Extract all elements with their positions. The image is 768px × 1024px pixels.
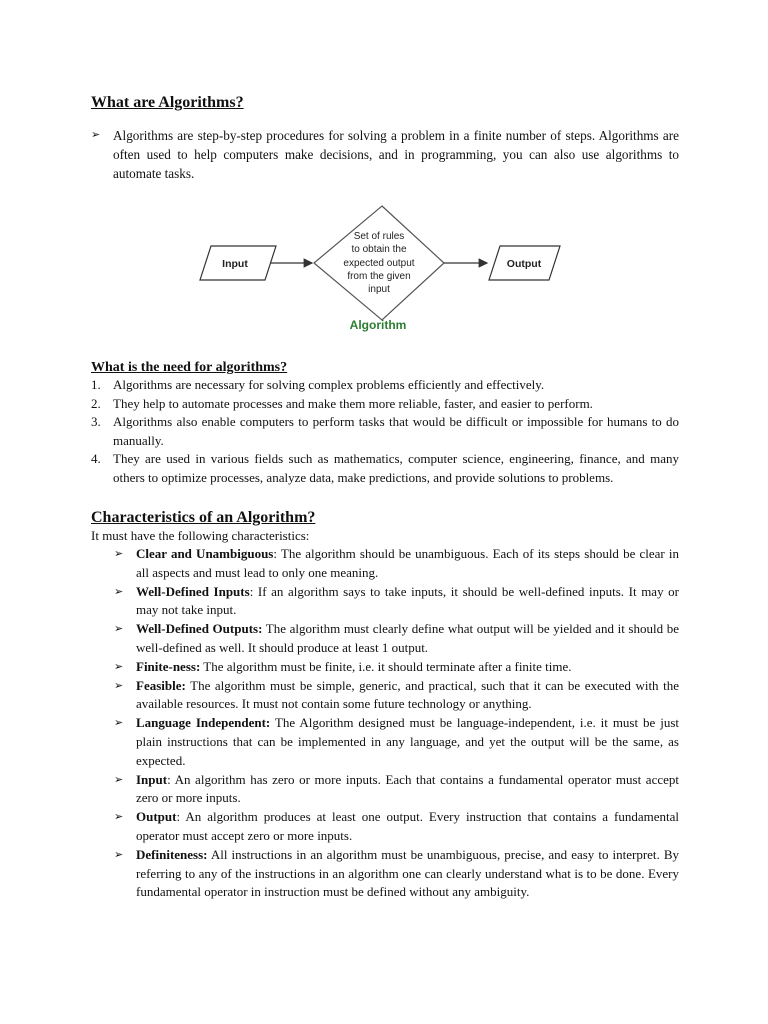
characteristic-text: The algorithm must be finite, i.e. it should terminate after a finite time. bbox=[200, 658, 572, 674]
characteristic-text: All instructions in an algorithm must be unambiguous, precise, and easy to interpret. By referring to any of the instructions in an algorithm one can clearly understand what is to be done. Every fundamental operator in instruction must be defined without any ambiguity. bbox=[136, 846, 679, 900]
characteristic-item bbox=[113, 658, 679, 677]
output-label: Output bbox=[506, 258, 542, 270]
heading-need-for-algorithms: What is the need for algorithms? bbox=[91, 360, 288, 375]
characteristic-text: The algorithm must clearly define what output will be yielded and it should be well-defined as well. It should produce at least 1 output. bbox=[136, 621, 679, 655]
rules-line-1: Set of rules bbox=[353, 231, 405, 242]
need-item-number: 3. bbox=[91, 414, 101, 430]
need-item bbox=[91, 413, 679, 450]
characteristic-term: Input bbox=[136, 771, 168, 787]
need-item bbox=[91, 450, 679, 487]
characteristic-item bbox=[113, 545, 679, 583]
rules-line-5: input bbox=[368, 284, 390, 295]
heading-what-are-algorithms: What are Algorithms? bbox=[91, 94, 244, 111]
characteristic-item bbox=[113, 677, 679, 715]
intro-paragraph bbox=[91, 126, 679, 183]
need-item bbox=[91, 376, 679, 395]
arrow-bullet-icon: ➢ bbox=[114, 717, 124, 730]
heading-characteristics: Characteristics of an Algorithm? bbox=[91, 509, 316, 526]
characteristic-item bbox=[113, 808, 679, 846]
characteristics-intro: It must have the following characteristics: bbox=[91, 528, 310, 543]
intro-text: Algorithms are step-by-step procedures for solving a problem in a finite number of steps. Algorithms are often used to help computers make decisions, and in programming, you can also use algorithms to automate tasks. bbox=[113, 128, 679, 181]
characteristic-term: Language Independent: bbox=[136, 715, 271, 731]
characteristic-text: : The algorithm should be unambiguous. Each of its steps should be clear in all aspects and must lead to only one meaning. bbox=[136, 546, 679, 580]
algorithm-diagram bbox=[195, 196, 573, 348]
characteristic-item bbox=[113, 771, 679, 809]
characteristic-text: : If an algorithm says to take inputs, it should be well-defined inputs. It may or may not take input. bbox=[136, 583, 680, 618]
arrow-bullet-icon: ➢ bbox=[114, 811, 124, 824]
characteristic-item bbox=[113, 714, 679, 770]
arrow-bullet-icon: ➢ bbox=[114, 623, 124, 636]
arrow-bullet-icon: ➢ bbox=[114, 660, 124, 673]
characteristic-item bbox=[113, 583, 679, 621]
characteristic-term: Well-Defined Inputs bbox=[136, 583, 250, 599]
rules-line-2: to obtain the bbox=[351, 244, 407, 255]
rules-line-4: from the given bbox=[347, 271, 411, 282]
characteristic-term: Clear and Unambiguous bbox=[136, 546, 274, 561]
arrow-bullet-icon: ➢ bbox=[114, 679, 124, 692]
need-item-text: Algorithms are necessary for solving complex problems efficiently and effectively. bbox=[113, 377, 545, 392]
arrow-bullet-icon: ➢ bbox=[114, 848, 124, 861]
characteristic-text: The algorithm must be simple, generic, and practical, such that it can be executed with the available resources. It must not contain some future technology or anything. bbox=[136, 677, 679, 712]
arrow-bullet-icon: ➢ bbox=[114, 773, 124, 786]
characteristic-item bbox=[113, 846, 679, 902]
characteristic-term: Output bbox=[136, 809, 177, 825]
algorithm-caption: Algorithm bbox=[349, 318, 407, 332]
characteristic-text: : An algorithm has zero or more inputs. Each that contains a fundamental operator must accept zero or more inputs. bbox=[136, 771, 679, 806]
need-item-number: 2. bbox=[91, 395, 101, 411]
need-item-number: 1. bbox=[91, 377, 101, 392]
need-item-text: They help to automate processes and make them more reliable, faster, and easier to perform. bbox=[113, 395, 593, 411]
characteristic-term: Feasible: bbox=[136, 677, 186, 693]
characteristic-item bbox=[113, 620, 679, 658]
need-item-number: 4. bbox=[91, 451, 101, 467]
need-item-text: They are used in various fields such as mathematics, computer science, engineering, finance, and many others to optimize processes, analyze data, make predictions, and provide solutions to problems. bbox=[113, 451, 679, 485]
characteristic-term: Definiteness: bbox=[136, 846, 208, 862]
rules-line-3: expected output bbox=[343, 258, 415, 269]
characteristics-list bbox=[113, 545, 679, 902]
characteristic-text: : An algorithm produces at least one output. Every instruction that contains a fundamental operator must accept zero or more inputs. bbox=[136, 809, 679, 843]
arrow-bullet-icon: ➢ bbox=[91, 129, 101, 141]
arrow-bullet-icon: ➢ bbox=[114, 585, 124, 598]
characteristic-term: Well-Defined Outputs: bbox=[136, 621, 263, 637]
input-label: Input bbox=[222, 258, 248, 270]
need-item bbox=[91, 395, 679, 414]
need-list bbox=[91, 376, 679, 488]
characteristic-text: The Algorithm designed must be language-independent, i.e. it must be just plain instructions that can be implemented in any language, and yet the output will be the same, as expected. bbox=[136, 715, 679, 768]
characteristic-term: Finite-ness: bbox=[136, 658, 201, 674]
need-item-text: Algorithms also enable computers to perform tasks that would be difficult or impossible for humans to do manually. bbox=[113, 414, 679, 448]
arrow-bullet-icon: ➢ bbox=[114, 548, 124, 560]
